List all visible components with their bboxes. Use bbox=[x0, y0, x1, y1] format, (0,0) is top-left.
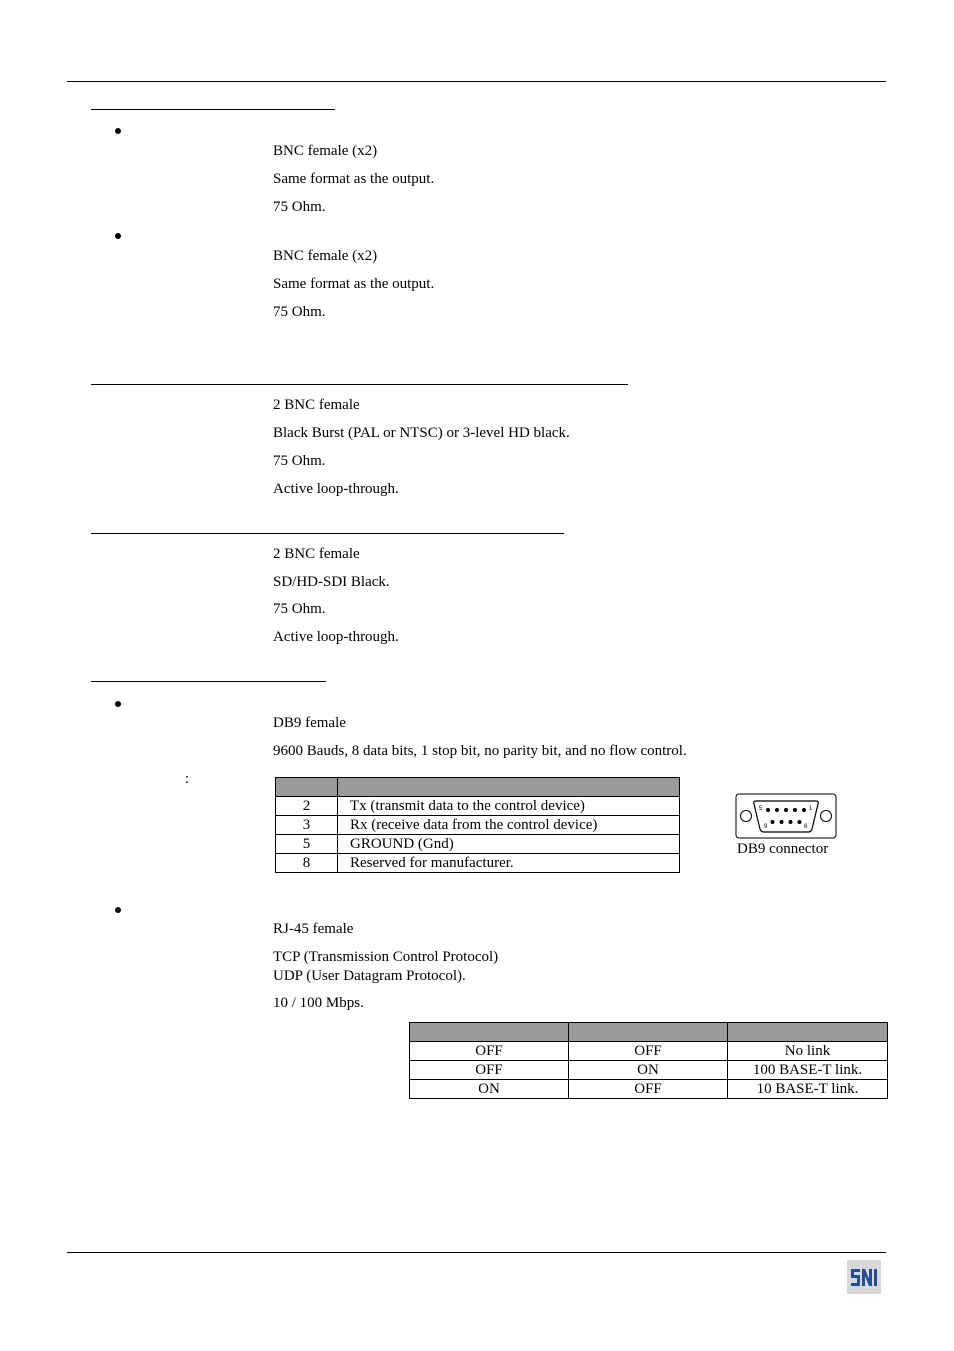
pin-number: 5 bbox=[276, 835, 338, 854]
header-rule bbox=[67, 81, 886, 82]
db9-pin-label: 6 bbox=[804, 824, 808, 830]
bullet bbox=[115, 701, 121, 707]
section-heading-underline bbox=[91, 681, 326, 682]
link-status: 100 BASE-T link. bbox=[728, 1061, 888, 1080]
protocol-udp: UDP (User Datagram Protocol). bbox=[273, 968, 466, 984]
pin-number: 2 bbox=[276, 797, 338, 816]
connector-type: BNC female (x2) bbox=[273, 248, 378, 264]
pin-description: Rx (receive data from the control device) bbox=[338, 816, 680, 835]
pin-description: Reserved for manufacturer. bbox=[338, 854, 680, 873]
bullet bbox=[115, 128, 121, 134]
connector-type: DB9 female bbox=[273, 715, 346, 731]
table-row bbox=[410, 1080, 888, 1099]
table-row bbox=[276, 816, 680, 835]
db9-caption: DB9 connector bbox=[737, 841, 829, 857]
signal-format: Black Burst (PAL or NTSC) or 3-level HD black. bbox=[273, 425, 570, 441]
table-header-row bbox=[276, 778, 680, 797]
connector-type: 2 BNC female bbox=[273, 397, 360, 413]
db9-pin-label: 9 bbox=[764, 824, 768, 830]
impedance: 75 Ohm. bbox=[273, 601, 326, 617]
link-speed: 10 / 100 Mbps. bbox=[273, 995, 364, 1011]
loop-through: Active loop-through. bbox=[273, 629, 399, 645]
table-header-row bbox=[410, 1023, 888, 1042]
table-row bbox=[276, 797, 680, 816]
section-heading-underline bbox=[91, 384, 628, 385]
connector-type: RJ-45 female bbox=[273, 921, 354, 937]
pinout-colon: : bbox=[185, 771, 190, 787]
section-heading-underline bbox=[91, 533, 564, 534]
signal-format: Same format as the output. bbox=[273, 276, 435, 292]
link-status: 10 BASE-T link. bbox=[728, 1080, 888, 1099]
led-a-state: OFF bbox=[410, 1042, 569, 1061]
led-status-table bbox=[409, 1022, 888, 1099]
led-b-state: OFF bbox=[569, 1042, 728, 1061]
signal-format: Same format as the output. bbox=[273, 171, 435, 187]
pin-number: 8 bbox=[276, 854, 338, 873]
table-row bbox=[276, 835, 680, 854]
impedance: 75 Ohm. bbox=[273, 304, 326, 320]
pin-number: 3 bbox=[276, 816, 338, 835]
led-b-state: OFF bbox=[569, 1080, 728, 1099]
link-status: No link bbox=[728, 1042, 888, 1061]
pin-description: Tx (transmit data to the control device) bbox=[338, 797, 680, 816]
table-row bbox=[410, 1061, 888, 1080]
pin-description: GROUND (Gnd) bbox=[338, 835, 680, 854]
serial-settings: 9600 Bauds, 8 data bits, 1 stop bit, no parity bit, and no flow control. bbox=[273, 743, 687, 759]
led-b-state: ON bbox=[569, 1061, 728, 1080]
led-a-state: ON bbox=[410, 1080, 569, 1099]
bullet bbox=[115, 907, 121, 913]
loop-through: Active loop-through. bbox=[273, 481, 399, 497]
db9-pin-label: 1 bbox=[809, 806, 813, 812]
protocol-tcp: TCP (Transmission Control Protocol) bbox=[273, 949, 499, 965]
pinout-table bbox=[275, 777, 680, 873]
db9-pin-label: 5 bbox=[759, 806, 763, 812]
table-row bbox=[276, 854, 680, 873]
impedance: 75 Ohm. bbox=[273, 453, 326, 469]
connector-type: 2 BNC female bbox=[273, 546, 360, 562]
connector-type: BNC female (x2) bbox=[273, 143, 378, 159]
impedance: 75 Ohm. bbox=[273, 199, 326, 215]
table-row bbox=[410, 1042, 888, 1061]
signal-format: SD/HD-SDI Black. bbox=[273, 574, 390, 590]
section-heading-underline bbox=[91, 109, 335, 110]
led-a-state: OFF bbox=[410, 1061, 569, 1080]
bullet bbox=[115, 233, 121, 239]
db9-connector-icon bbox=[735, 793, 837, 841]
footer-rule bbox=[67, 1252, 886, 1253]
brand-logo-icon bbox=[847, 1260, 881, 1294]
